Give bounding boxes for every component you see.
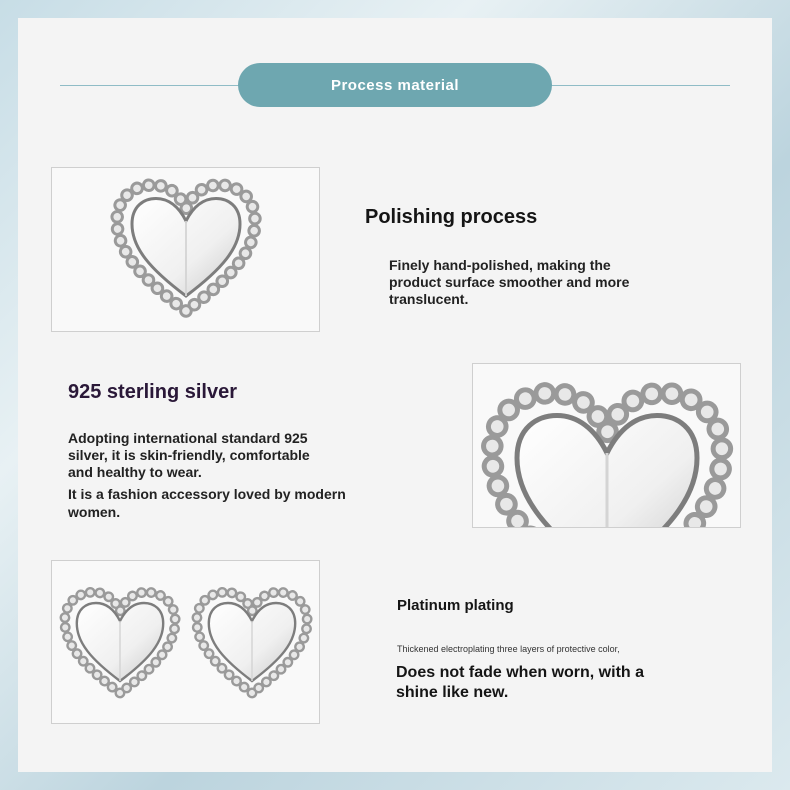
polishing-title: Polishing process (365, 206, 538, 228)
earring-photo-polished (51, 167, 320, 332)
divider-left (60, 85, 240, 86)
heart-earring-right-icon (190, 585, 314, 705)
divider-right (550, 85, 730, 86)
plating-description: Does not fade when worn, with a shine like new. (396, 664, 645, 701)
heart-earring-closeup-icon (477, 378, 737, 528)
plating-title: Platinum plating (397, 597, 514, 614)
heart-earring-icon (106, 176, 266, 326)
silver-description: Adopting international standard 925 silver, it is skin-friendly, comfortable and healthy to wear. (68, 430, 310, 480)
plating-note: Thickened electroplating three layers of protective color, (397, 644, 620, 654)
earring-photo-closeup (472, 363, 741, 528)
section-title: Process material (238, 63, 552, 107)
polishing-description: Finely hand-polished, making the product surface smoother and more translucent. (389, 257, 630, 307)
heart-earring-left-icon (58, 585, 182, 705)
silver-description-2: It is a fashion accessory loved by modern women. (68, 486, 346, 520)
earring-photo-pair (51, 560, 320, 724)
silver-title: 925 sterling silver (68, 381, 237, 403)
